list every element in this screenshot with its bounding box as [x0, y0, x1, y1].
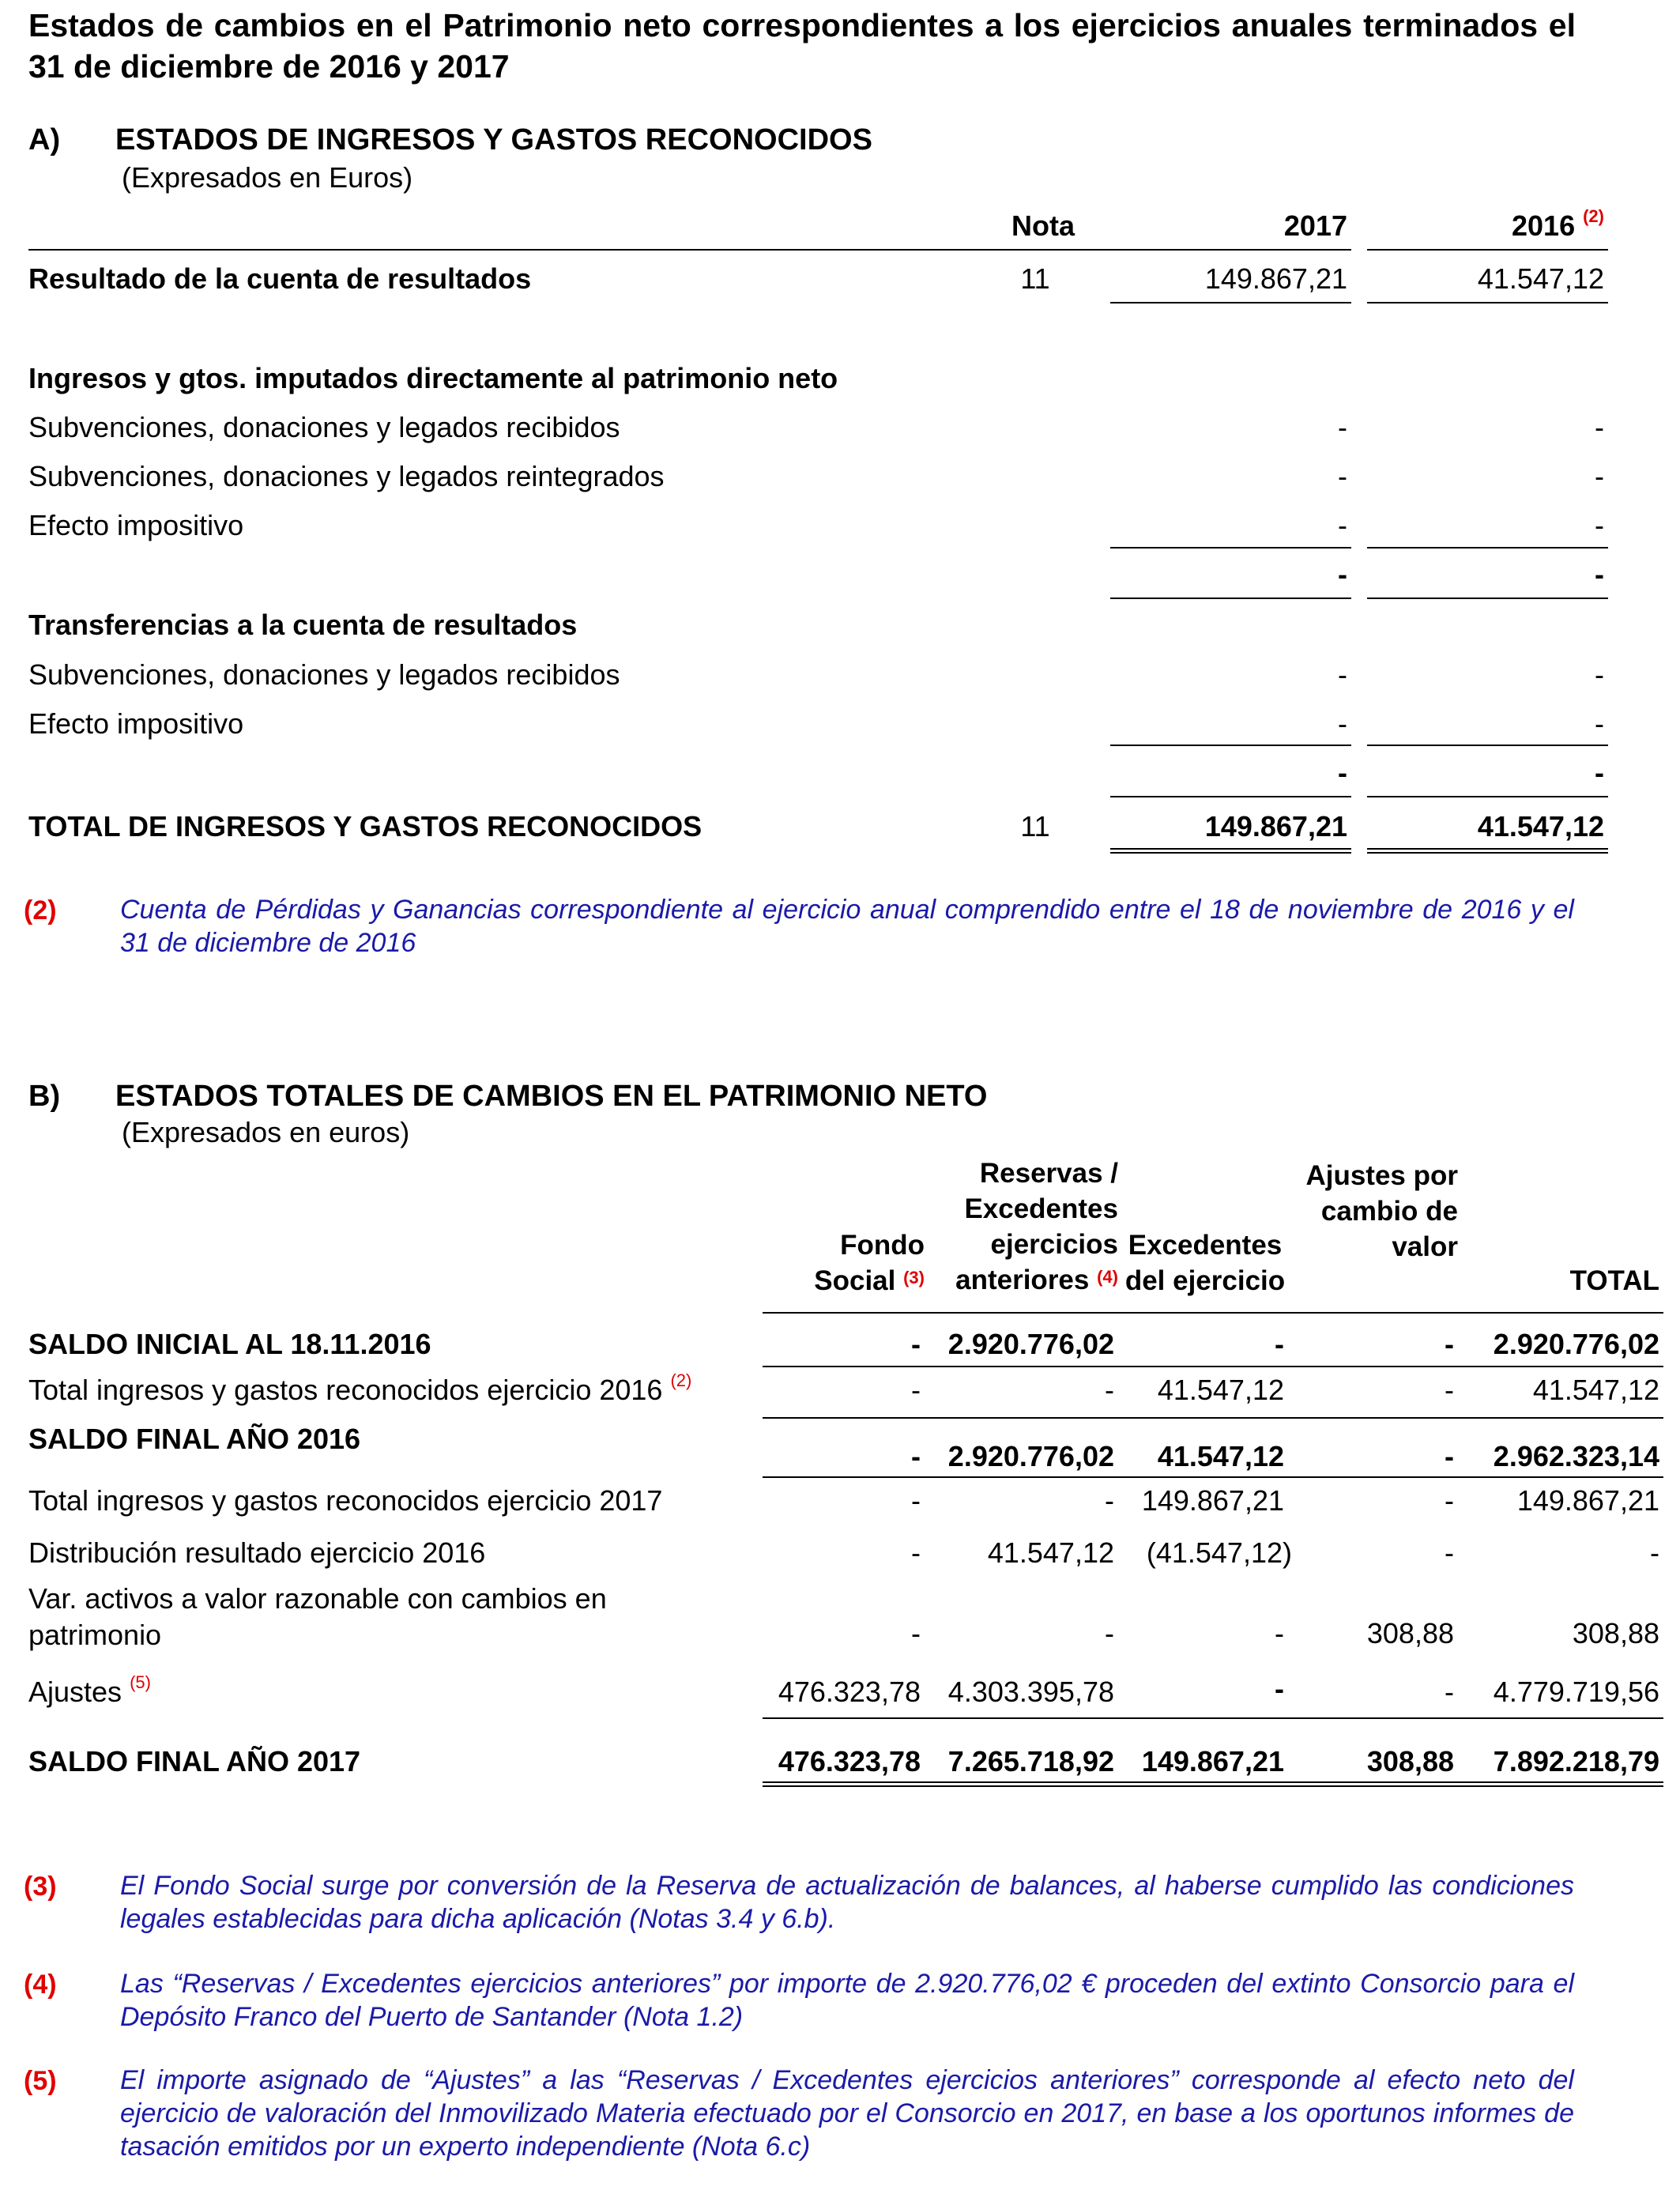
transfers-rule-2017 — [1110, 745, 1351, 746]
section-a-letter: A) — [28, 123, 61, 156]
cell-fondo: - — [911, 1536, 921, 1569]
col-reservas-label: Reservas / Excedentes ejercicios anteriores — [955, 1158, 1118, 1295]
direct-subtotal-2016: - — [1595, 558, 1604, 590]
header-2016-label: 2016 — [1512, 209, 1576, 242]
cell-total: 2.962.323,14 — [1493, 1440, 1659, 1472]
section-a-subtitle: (Expresados en Euros) — [122, 161, 413, 194]
note-3-tag: (3) — [24, 1872, 57, 1902]
header-2016 — [1359, 206, 1604, 243]
header-nota: Nota — [1011, 209, 1075, 242]
note-2-tag: (2) — [24, 895, 57, 925]
section-b-title: ESTADOS TOTALES DE CAMBIOS EN EL PATRIMONIO NETO — [115, 1080, 988, 1113]
cell-excedentes: - — [1275, 1328, 1284, 1360]
header-2017: 2017 — [1283, 209, 1347, 242]
cell-fondo: - — [911, 1374, 921, 1406]
row-rule — [763, 1476, 1663, 1478]
total-a-double-rule-2017 — [1110, 848, 1351, 854]
direct-heading: Ingresos y gtos. imputados directamente al patrimonio neto — [28, 362, 838, 394]
transfers-subtotal-2017: - — [1338, 756, 1347, 789]
transfers-row-2017: - — [1338, 658, 1347, 691]
cell-reservas: 41.547,12 — [987, 1536, 1114, 1569]
row-rule — [763, 1417, 1663, 1419]
page-title: Estados de cambios en el Patrimonio neto correspondientes a los ejercicios anuales terminados el 31 de diciembre de 2016 y 2017 — [28, 7, 1576, 85]
header-bottom-rule — [763, 1312, 1663, 1314]
cell-fondo: 476.323,78 — [778, 1676, 921, 1708]
row-label-text: Total ingresos y gastos reconocidos ejercicio 2016 — [28, 1374, 663, 1406]
transfers-row-2016: - — [1595, 658, 1604, 691]
cell-fondo: - — [911, 1617, 921, 1649]
cell-fondo: 476.323,78 — [778, 1745, 921, 1777]
transfers-subtotal-rule-2016 — [1367, 796, 1608, 797]
direct-row-2016: - — [1595, 411, 1604, 443]
total-a-double-rule-2016 — [1367, 848, 1608, 854]
col-reservas-ref: (4) — [1097, 1267, 1118, 1287]
cell-total: 149.867,21 — [1516, 1484, 1659, 1517]
result-nota: 11 — [1020, 262, 1050, 295]
table-row-label — [28, 1672, 151, 1709]
cell-fondo: - — [911, 1440, 921, 1472]
row-ref: (2) — [670, 1370, 692, 1390]
transfers-subtotal-rule-2017 — [1110, 796, 1351, 797]
direct-rule-2016 — [1367, 547, 1608, 548]
transfers-rule-2016 — [1367, 745, 1608, 746]
cell-ajustes: - — [1445, 1536, 1454, 1569]
direct-row-2016: - — [1595, 509, 1604, 541]
table-row-label: Total ingresos y gastos reconocidos ejercicio 2017 — [28, 1484, 663, 1517]
cell-total: 2.920.776,02 — [1493, 1328, 1659, 1360]
table-row-label: SALDO INICIAL AL 18.11.2016 — [28, 1328, 431, 1360]
cell-excedentes: 149.867,21 — [1141, 1745, 1284, 1777]
col-excedentes-header: Excedentes del ejercicio — [1124, 1230, 1286, 1296]
direct-subtotal-rule-2016 — [1367, 598, 1608, 599]
direct-row-label: Efecto impositivo — [28, 509, 244, 541]
note-5-text: El importe asignado de “Ajustes” a las “Reservas / Excedentes ejercicios anteriores” corresponde al efecto neto del ejercicio de valoración del Inmovilizado Materia efectuado por el Consorcio en 2017, en base a los oportunos informes de tasación emitidos por un experto independiente (Nota 6.c) — [120, 2065, 1574, 2162]
result-rule-2017 — [1110, 302, 1351, 303]
table-row-label: SALDO FINAL AÑO 2016 — [28, 1423, 361, 1455]
cell-reservas: - — [1105, 1617, 1114, 1649]
section-b-letter: B) — [28, 1080, 61, 1113]
cell-total: 308,88 — [1572, 1617, 1659, 1649]
header-rule-label — [28, 249, 1111, 251]
transfers-row-2017: - — [1338, 707, 1347, 740]
header-2016-ref: (2) — [1583, 206, 1604, 226]
transfers-row-label: Subvenciones, donaciones y legados recibidos — [28, 658, 620, 691]
cell-reservas: - — [1105, 1374, 1114, 1406]
cell-total: 41.547,12 — [1532, 1374, 1659, 1406]
cell-excedentes: (41.547,12) — [1146, 1536, 1292, 1569]
result-2017: 149.867,21 — [1204, 262, 1347, 295]
row-rule — [763, 1366, 1663, 1367]
note-2-text: Cuenta de Pérdidas y Ganancias correspondiente al ejercicio anual comprendido entre el 18 de noviembre de 2016 y el 31 de diciembre de 2016 — [120, 895, 1574, 958]
direct-rule-2017 — [1110, 547, 1351, 548]
direct-row-label: Subvenciones, donaciones y legados reintegrados — [28, 460, 665, 492]
section-a-title: ESTADOS DE INGRESOS Y GASTOS RECONOCIDOS — [115, 123, 872, 156]
result-2016: 41.547,12 — [1477, 262, 1604, 295]
cell-ajustes: - — [1445, 1676, 1454, 1708]
cell-reservas: 7.265.718,92 — [947, 1745, 1114, 1777]
note-5-tag: (5) — [24, 2066, 57, 2096]
total-a-label: TOTAL DE INGRESOS Y GASTOS RECONOCIDOS — [28, 810, 703, 843]
direct-row-2017: - — [1338, 509, 1347, 541]
total-a-2017: 149.867,21 — [1204, 810, 1347, 843]
row-label-text: Ajustes — [28, 1676, 122, 1708]
total-a-2016: 41.547,12 — [1477, 810, 1604, 843]
col-fondo-ref: (3) — [903, 1268, 925, 1287]
total-a-nota: 11 — [1020, 810, 1050, 843]
cell-ajustes: 308,88 — [1366, 1617, 1454, 1649]
note-4-tag: (4) — [24, 1970, 57, 2000]
cell-ajustes: - — [1445, 1440, 1454, 1472]
direct-row-2016: - — [1595, 460, 1604, 492]
cell-total: 4.779.719,56 — [1493, 1676, 1659, 1708]
row-rule — [763, 1717, 1663, 1719]
cell-ajustes: - — [1445, 1328, 1454, 1360]
cell-reservas: - — [1105, 1484, 1114, 1517]
note-3-text: El Fondo Social surge por conversión de la Reserva de actualización de balances, al haberse cumplido las condiciones legales establecidas para dicha aplicación (Notas 3.4 y 6.b). — [120, 1871, 1574, 1934]
cell-reservas: 4.303.395,78 — [947, 1676, 1114, 1708]
direct-row-label: Subvenciones, donaciones y legados recibidos — [28, 411, 620, 443]
cell-excedentes: 41.547,12 — [1157, 1440, 1284, 1472]
cell-ajustes: - — [1445, 1484, 1454, 1517]
col-total-header: TOTAL — [1569, 1265, 1659, 1296]
section-b-subtitle: (Expresados en euros) — [122, 1116, 410, 1148]
cell-fondo: - — [911, 1484, 921, 1517]
cell-total: - — [1650, 1536, 1659, 1569]
cell-total: 7.892.218,79 — [1493, 1745, 1659, 1777]
transfers-heading: Transferencias a la cuenta de resultados — [28, 609, 578, 641]
cell-ajustes: - — [1445, 1374, 1454, 1406]
col-ajustes-header: Ajustes por cambio de valor — [1305, 1160, 1458, 1262]
cell-excedentes: 149.867,21 — [1141, 1484, 1284, 1517]
table-row-label — [28, 1370, 692, 1407]
cell-fondo: - — [911, 1328, 921, 1360]
cell-excedentes: - — [1275, 1672, 1284, 1705]
cell-reservas: 2.920.776,02 — [947, 1440, 1114, 1472]
direct-row-2017: - — [1338, 460, 1347, 492]
row-ref: (5) — [130, 1672, 151, 1692]
note-4-text: Las “Reservas / Excedentes ejercicios anteriores” por importe de 2.920.776,02 € proceden del extinto Consorcio para el Depósito Franco del Puerto de Santander (Nota 1.2) — [120, 1969, 1574, 2032]
col-fondo-label: Fondo Social — [814, 1230, 925, 1296]
col-fondo-header — [782, 1227, 925, 1299]
cell-reservas: 2.920.776,02 — [947, 1328, 1114, 1360]
transfers-row-2016: - — [1595, 707, 1604, 740]
col-reservas-header — [932, 1155, 1118, 1298]
direct-subtotal-rule-2017 — [1110, 598, 1351, 599]
direct-row-2017: - — [1338, 411, 1347, 443]
cell-ajustes: 308,88 — [1366, 1745, 1454, 1777]
transfers-row-label: Efecto impositivo — [28, 707, 244, 740]
table-row-label: Distribución resultado ejercicio 2016 — [28, 1536, 486, 1569]
direct-subtotal-2017: - — [1338, 558, 1347, 590]
transfers-subtotal-2016: - — [1595, 756, 1604, 789]
result-label: Resultado de la cuenta de resultados — [28, 262, 532, 295]
header-rule-2016 — [1367, 249, 1608, 251]
table-row-label: Var. activos a valor razonable con cambios en patrimonio — [28, 1582, 607, 1651]
result-rule-2016 — [1367, 302, 1608, 303]
table-row-label: SALDO FINAL AÑO 2017 — [28, 1745, 361, 1777]
header-rule-2017 — [1110, 249, 1351, 251]
cell-excedentes: 41.547,12 — [1157, 1374, 1284, 1406]
final-double-rule — [763, 1781, 1663, 1787]
cell-excedentes: - — [1275, 1617, 1284, 1649]
